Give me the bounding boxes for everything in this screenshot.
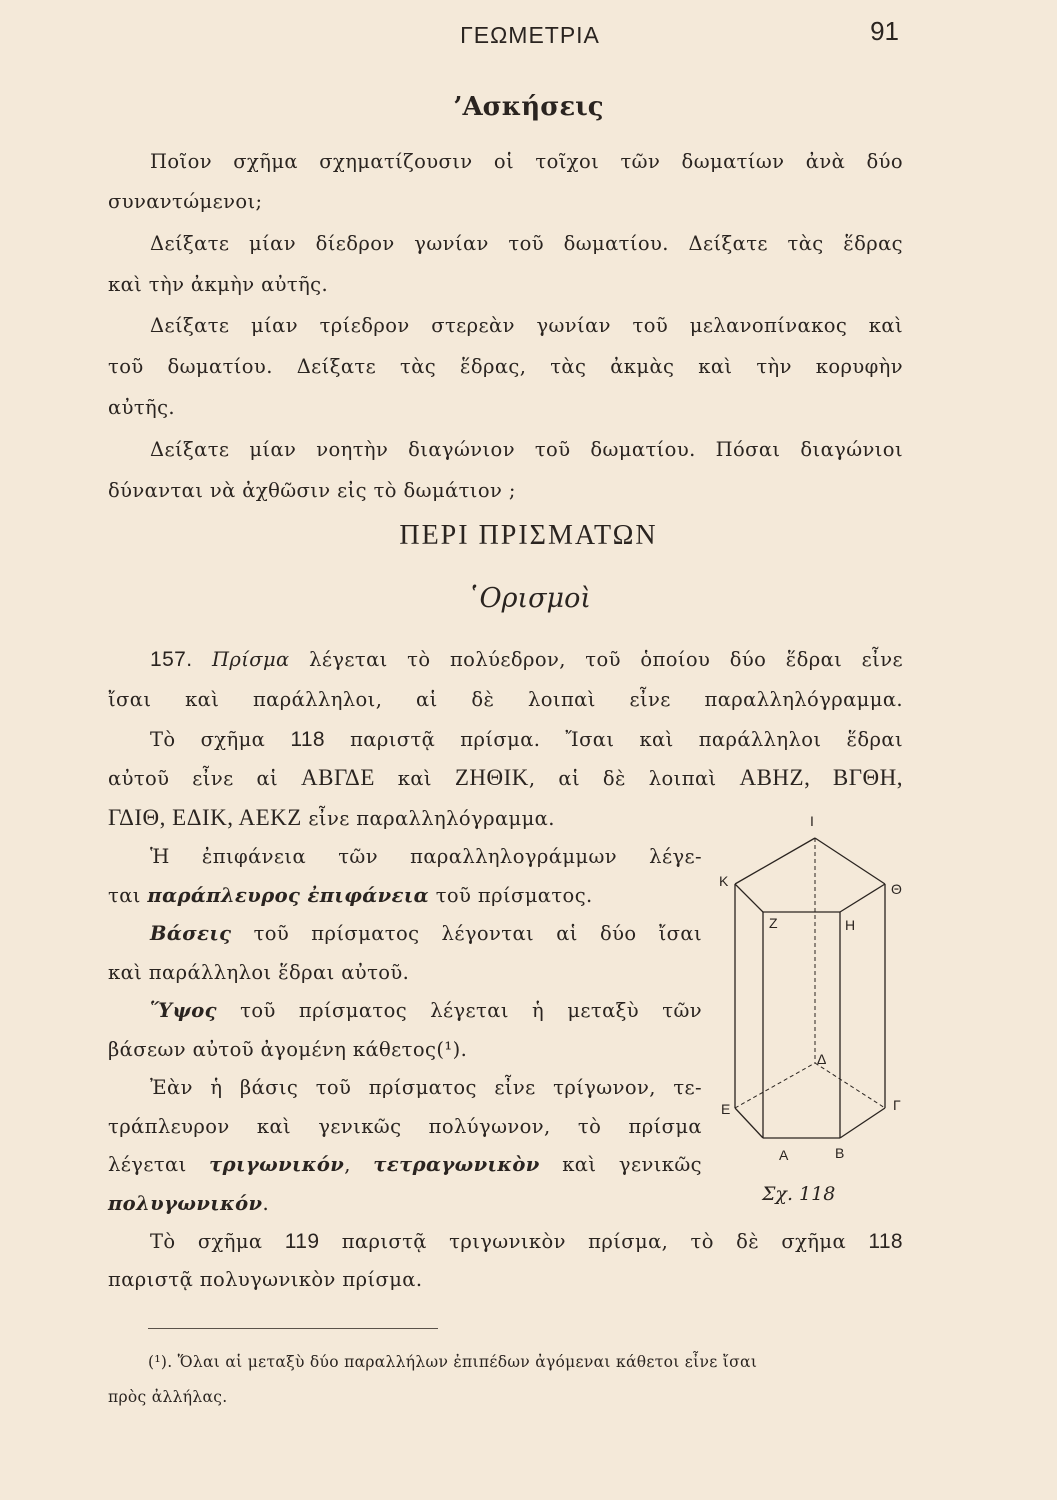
vertex-label-Gamma: Γ: [893, 1097, 901, 1113]
footnote-ref: (¹).: [436, 1038, 468, 1061]
section-157-line-15: [108, 1192, 702, 1215]
vertex-label-Z: Ζ: [769, 915, 778, 931]
vertex-label-A: Α: [779, 1147, 789, 1163]
text-span: παριστᾷ πρίσμα. Ἴσαι καὶ παράλληλοι ἕδραι: [350, 728, 903, 751]
term-bases: Βάσεις: [150, 922, 232, 945]
term-triangular: τριγωνικόν: [209, 1153, 345, 1176]
section-157-line-2: ἴσαι καὶ παράλληλοι, αἱ δὲ λοιπαὶ εἶνε παραλληλόγραμμα.: [108, 688, 903, 711]
running-header-title: ΓΕΩΜΕΤΡΙΑ: [460, 22, 600, 48]
text-span: τοῦ πρίσματος.: [435, 884, 593, 907]
exercise-line-5: Δείξατε μίαν τρίεδρον στερεὰν γωνίαν τοῦ μελανοπίνακος καὶ: [150, 314, 903, 337]
footnote-line-2: πρὸς ἀλλήλας.: [108, 1388, 228, 1406]
text-span: βάσεων αὐτοῦ ἀγομένη κάθετος: [108, 1038, 437, 1061]
face-label: ΑΒΗΖ, ΒΓΘΗ,: [739, 765, 903, 790]
term-prism: Πρίσμα: [211, 648, 290, 671]
text-span: , αἱ δὲ λοιπαὶ: [528, 767, 717, 790]
figure-caption: Σχ. 118: [762, 1183, 836, 1205]
figure-ref: 119: [284, 1230, 320, 1253]
text-span: λέγεται: [108, 1153, 187, 1176]
footnote-text: Ὅλαι αἱ μεταξὺ δύο παραλλήλων ἐπιπέδων ἀγόμεναι κάθετοι εἶνε ἴσαι: [177, 1353, 758, 1371]
section-number: 157.: [150, 648, 193, 671]
text-span: καὶ γενικῶς: [562, 1153, 702, 1176]
text-span: παριστᾷ τριγωνικὸν πρίσμα, τὸ δὲ σχῆμα: [341, 1230, 847, 1253]
face-label: ΓΔΙΘ, ΕΔΙΚ, ΑΕΚΖ: [108, 805, 302, 830]
section-157-line-7: [108, 884, 702, 907]
section-157-line-10: [150, 999, 702, 1022]
vertex-label-I: Ι: [810, 813, 814, 829]
section-157-line-16: [150, 1230, 903, 1254]
figure-ref: 118: [290, 728, 326, 751]
exercise-line-2: συναντώμενοι;: [108, 190, 263, 213]
section-157-line-17: παριστᾷ πολυγωνικὸν πρίσμα.: [108, 1268, 423, 1291]
section-157-line-11: [108, 1038, 702, 1061]
section-157-line-6: Ἡ ἐπιφάνεια τῶν παραλληλογράμμων λέγε-: [150, 845, 702, 868]
face-label: ΖΗΘΙΚ: [454, 765, 529, 790]
term-polygonal: πολυγωνικόν: [108, 1192, 263, 1215]
text-span: ται: [108, 884, 141, 907]
chapter-title: ΠΕΡΙ ΠΡΙΣΜΑΤΩΝ: [399, 520, 658, 551]
vertex-label-H: Η: [845, 917, 856, 933]
text-span: αὐτοῦ εἶνε αἱ: [108, 767, 279, 790]
text-span: εἶνε παραλληλόγραμμα.: [308, 807, 555, 830]
section-157-line-1: [150, 648, 903, 672]
text-span: καὶ: [397, 767, 432, 790]
text-span: Τὸ σχῆμα: [150, 1230, 263, 1253]
section-157-line-9: καὶ παράλληλοι ἕδραι αὐτοῦ.: [108, 961, 410, 984]
exercise-line-9: δύνανται νὰ ἀχθῶσιν εἰς τὸ δωμάτιον ;: [108, 479, 516, 502]
vertex-label-B: Β: [835, 1145, 845, 1161]
vertex-label-Delta: Δ: [817, 1051, 827, 1067]
exercise-line-3: Δείξατε μίαν δίεδρον γωνίαν τοῦ δωματίου. Δείξατε τὰς ἕδρας: [150, 232, 903, 255]
text-span: τοῦ πρίσματος λέγονται αἱ δύο ἴσαι: [253, 922, 702, 945]
exercise-line-1: Ποῖον σχῆμα σχηματίζουσιν οἱ τοῖχοι τῶν δωματίων ἀνὰ δύο: [150, 150, 903, 173]
term-height: Ὕψος: [150, 999, 217, 1022]
text-span: τοῦ πρίσματος λέγεται ἡ μεταξὺ τῶν: [240, 999, 702, 1022]
exercise-line-7: αὐτῆς.: [108, 396, 176, 419]
vertex-label-K: Κ: [719, 873, 729, 889]
footnote-marker: (¹).: [148, 1353, 173, 1371]
term-lateral-surface: παράπλευρος ἐπιφάνεια: [147, 884, 430, 907]
exercises-heading: ’Ασκήσεις: [453, 92, 604, 122]
section-157-line-12: Ἐὰν ἡ βάσις τοῦ πρίσματος εἶνε τρίγωνον, τε-: [150, 1076, 702, 1099]
page-number: 91: [870, 16, 899, 46]
section-157-line-14: [108, 1153, 702, 1176]
footnote-line-1: [148, 1353, 757, 1371]
section-157-line-4: [108, 765, 903, 791]
text-span: ,: [344, 1153, 351, 1176]
text-span: λέγεται τὸ πολύεδρον, τοῦ ὁποίου δύο ἕδραι εἶνε: [309, 648, 903, 671]
section-157-line-13: τράπλευρον καὶ γενικῶς πολύγωνον, τὸ πρίσμα: [108, 1115, 702, 1138]
prism-figure: [705, 808, 920, 1208]
face-label: ΑΒΓΔΕ: [301, 765, 375, 790]
section-157-line-8: [150, 922, 702, 945]
definitions-heading: ῾Ορισμοὶ: [466, 583, 591, 614]
vertex-label-Theta: Θ: [891, 881, 902, 897]
exercise-line-8: Δείξατε μίαν νοητὴν διαγώνιον τοῦ δωματίου. Πόσαι διαγώνιοι: [150, 438, 903, 461]
term-quadrangular: τετραγωνικὸν: [373, 1153, 540, 1176]
vertex-label-E: Ε: [721, 1101, 731, 1117]
exercise-line-4: καὶ τὴν ἀκμὴν αὐτῆς.: [108, 273, 329, 296]
figure-ref: 118: [868, 1230, 903, 1253]
text-span: .: [262, 1192, 270, 1215]
section-157-line-3: [150, 728, 903, 752]
text-span: Τὸ σχῆμα: [150, 728, 266, 751]
footnote-divider: [148, 1328, 438, 1329]
exercise-line-6: τοῦ δωματίου. Δείξατε τὰς ἕδρας, τὰς ἀκμὰς καὶ τὴν κορυφὴν: [108, 355, 903, 378]
